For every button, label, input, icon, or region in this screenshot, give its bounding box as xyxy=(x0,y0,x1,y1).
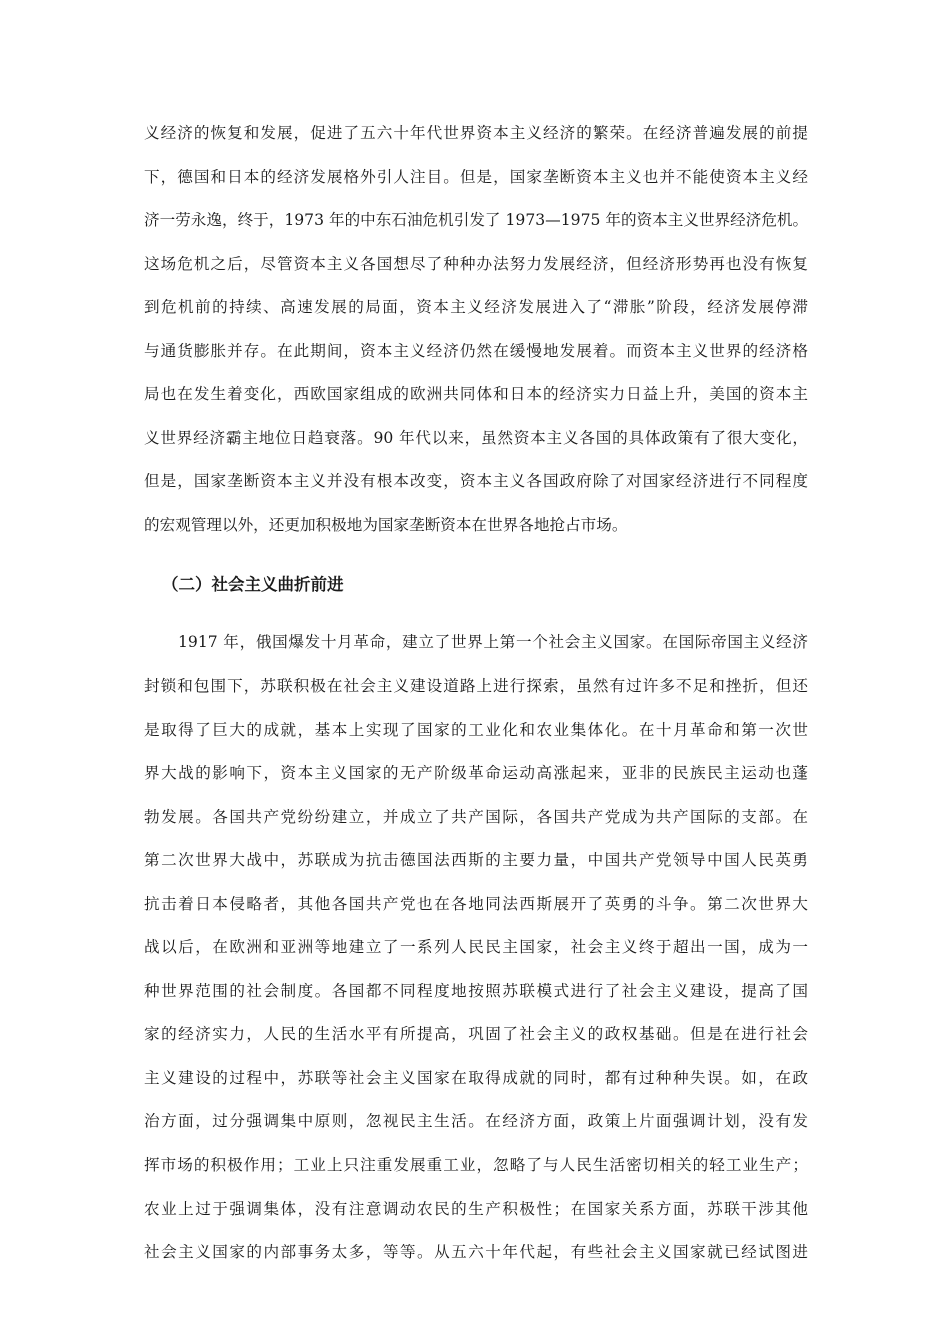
section-heading: （二）社会主义曲折前进 xyxy=(162,575,344,595)
document-page xyxy=(144,112,808,1275)
text-line: 的宏观管理以外，还更加积极地为国家垄断资本在世界各地抢占市场。 xyxy=(144,515,628,534)
paragraph-capitalist-economy xyxy=(144,112,808,547)
text-line: 主义建设的过程中，苏联等社会主义国家在取得成就的同时，都有过种种失误。如，在政 xyxy=(144,1068,808,1087)
text-line: 但是，国家垄断资本主义并没有根本改变，资本主义各国政府除了对国家经济进行不同程度 xyxy=(144,472,808,491)
text-line: 济一劳永逸，终于，1973 年的中东石油危机引发了 1973—1975 年的资本主义世界经济危机。 xyxy=(144,211,808,230)
text-line: 挥市场的积极作用；工业上只注重发展重工业，忽略了与人民生活密切相关的轻工业生产； xyxy=(144,1156,808,1175)
text-line: 义经济的恢复和发展，促进了五六十年代世界资本主义经济的繁荣。在经济普遍发展的前提 xyxy=(144,124,808,142)
paragraph-socialism xyxy=(144,621,808,1274)
text-line: 勃发展。各国共产党纷纷建立，并成立了共产国际，各国共产党成为共产国际的支部。在 xyxy=(144,807,808,826)
text-line: 到危机前的持续、高速发展的局面，资本主义经济发展进入了“滞胀”阶段，经济发展停滞 xyxy=(144,298,808,317)
text-line: 界大战的影响下，资本主义国家的无产阶级革命运动高涨起来，亚非的民族民主运动也蓬 xyxy=(144,764,808,783)
text-line: 抗击着日本侵略者，其他各国共产党也在各地同法西斯展开了英勇的斗争。第二次世界大 xyxy=(144,894,808,913)
text-line: 1917 年，俄国爆发十月革命，建立了世界上第一个社会主义国家。在国际帝国主义经济 xyxy=(178,633,808,652)
text-line: 义世界经济霸主地位日趋衰落。90 年代以来，虽然资本主义各国的具体政策有了很大变化， xyxy=(144,428,808,447)
text-line: 家的经济实力，人民的生活水平有所提高，巩固了社会主义的政权基础。但是在进行社会 xyxy=(144,1025,808,1044)
text-line: 局也在发生着变化，西欧国家组成的欧洲共同体和日本的经济实力日益上升，美国的资本主 xyxy=(144,385,808,404)
text-line: 封锁和包围下，苏联积极在社会主义建设道路上进行探索，虽然有过许多不足和挫折，但还 xyxy=(144,677,808,696)
text-line: 农业上过于强调集体，没有注意调动农民的生产积极性；在国家关系方面，苏联干涉其他 xyxy=(144,1199,808,1218)
text-line: 与通货膨胀并存。在此期间，资本主义经济仍然在缓慢地发展着。而资本主义世界的经济格 xyxy=(144,341,808,360)
text-line: 战以后，在欧洲和亚洲等地建立了一系列人民民主国家，社会主义终于超出一国，成为一 xyxy=(144,938,808,957)
text-line: 社会主义国家的内部事务太多，等等。从五六十年代起，有些社会主义国家就已经试图进 xyxy=(144,1243,808,1262)
text-line: 种世界范围的社会制度。各国都不同程度地按照苏联模式进行了社会主义建设，提高了国 xyxy=(144,981,808,1000)
text-line: 是取得了巨大的成就，基本上实现了国家的工业化和农业集体化。在十月革命和第一次世 xyxy=(144,720,808,739)
text-line: 这场危机之后，尽管资本主义各国想尽了种种办法努力发展经济，但经济形势再也没有恢复 xyxy=(144,254,808,273)
text-line: 治方面，过分强调集中原则，忽视民主生活。在经济方面，政策上片面强调计划，没有发 xyxy=(144,1112,808,1131)
text-line: 下，德国和日本的经济发展格外引人注目。但是，国家垄断资本主义也并不能使资本主义经 xyxy=(144,167,808,186)
text-line: 第二次世界大战中，苏联成为抗击德国法西斯的主要力量，中国共产党领导中国人民英勇 xyxy=(144,851,808,870)
